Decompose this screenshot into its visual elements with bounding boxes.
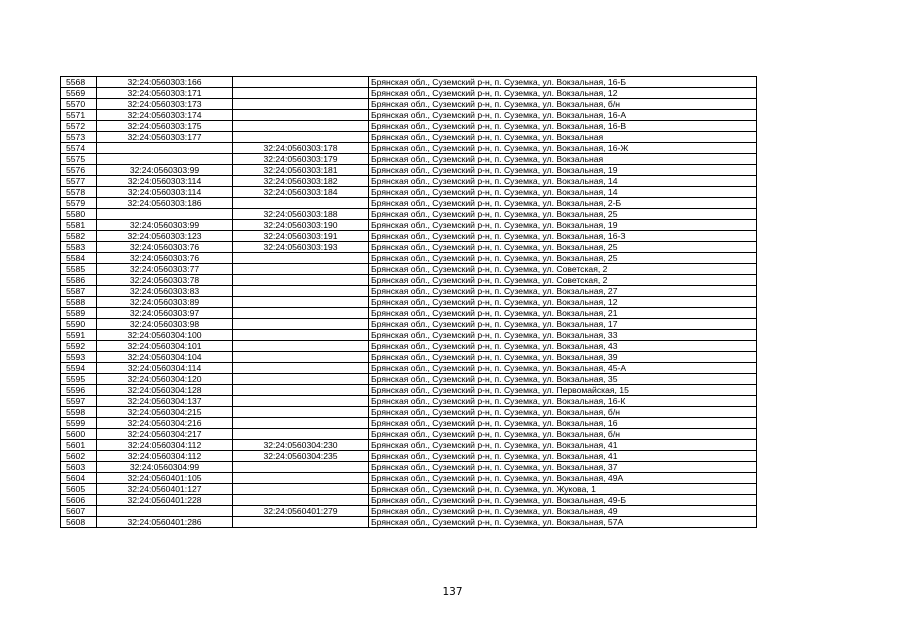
cadastral-number-cell: 32:24:0560303:173	[97, 99, 233, 110]
address-cell: Брянская обл., Суземский р-н, п. Суземка, ул. Вокзальная, 49А	[369, 473, 757, 484]
table-row	[61, 495, 757, 506]
cadastral-number-alt-cell	[233, 121, 369, 132]
cadastral-number-cell: 32:24:0560304:128	[97, 385, 233, 396]
row-number-cell: 5580	[61, 209, 97, 220]
cadastral-number-alt-cell	[233, 319, 369, 330]
cadastral-number-alt-cell	[233, 462, 369, 473]
address-cell: Брянская обл., Суземский р-н, п. Суземка, ул. Вокзальная, 27	[369, 286, 757, 297]
cadastral-number-alt-cell	[233, 286, 369, 297]
row-number-cell: 5568	[61, 77, 97, 88]
table-row	[61, 407, 757, 418]
address-cell: Брянская обл., Суземский р-н, п. Суземка, ул. Вокзальная, 17	[369, 319, 757, 330]
cadastral-number-cell: 32:24:0560304:99	[97, 462, 233, 473]
table-row	[61, 253, 757, 264]
table-row	[61, 99, 757, 110]
cadastral-number-alt-cell	[233, 308, 369, 319]
cadastral-number-cell	[97, 143, 233, 154]
cadastral-number-alt-cell	[233, 99, 369, 110]
cadastral-number-cell: 32:24:0560303:171	[97, 88, 233, 99]
row-number-cell: 5581	[61, 220, 97, 231]
table-row	[61, 385, 757, 396]
table-row	[61, 374, 757, 385]
address-cell: Брянская обл., Суземский р-н, п. Суземка, ул. Вокзальная, 57А	[369, 517, 757, 528]
row-number-cell: 5601	[61, 440, 97, 451]
cadastral-number-cell: 32:24:0560304:101	[97, 341, 233, 352]
table-row	[61, 286, 757, 297]
table-row	[61, 198, 757, 209]
table-row	[61, 264, 757, 275]
cadastral-number-alt-cell	[233, 253, 369, 264]
cadastral-number-cell: 32:24:0560304:104	[97, 352, 233, 363]
cadastral-number-alt-cell: 32:24:0560303:179	[233, 154, 369, 165]
address-cell: Брянская обл., Суземский р-н, п. Суземка, ул. Вокзальная, 16-В	[369, 121, 757, 132]
row-number-cell: 5603	[61, 462, 97, 473]
cadastral-number-alt-cell: 32:24:0560303:178	[233, 143, 369, 154]
cadastral-number-cell: 32:24:0560304:217	[97, 429, 233, 440]
registry-table	[60, 76, 757, 528]
address-cell: Брянская обл., Суземский р-н, п. Суземка, ул. Жукова, 1	[369, 484, 757, 495]
table-row	[61, 121, 757, 132]
cadastral-number-cell: 32:24:0560303:76	[97, 253, 233, 264]
cadastral-number-cell: 32:24:0560303:166	[97, 77, 233, 88]
cadastral-number-alt-cell: 32:24:0560304:235	[233, 451, 369, 462]
cadastral-number-cell: 32:24:0560401:286	[97, 517, 233, 528]
row-number-cell: 5577	[61, 176, 97, 187]
page-number: 137	[442, 586, 463, 598]
cadastral-number-cell	[97, 209, 233, 220]
cadastral-number-alt-cell	[233, 374, 369, 385]
address-cell: Брянская обл., Суземский р-н, п. Суземка, ул. Вокзальная, б/н	[369, 99, 757, 110]
address-cell: Брянская обл., Суземский р-н, п. Суземка, ул. Вокзальная, 33	[369, 330, 757, 341]
row-number-cell: 5579	[61, 198, 97, 209]
address-cell: Брянская обл., Суземский р-н, п. Суземка, ул. Вокзальная, 14	[369, 187, 757, 198]
row-number-cell: 5598	[61, 407, 97, 418]
cadastral-number-alt-cell: 32:24:0560303:184	[233, 187, 369, 198]
cadastral-number-alt-cell	[233, 517, 369, 528]
cadastral-number-alt-cell	[233, 132, 369, 143]
cadastral-number-cell: 32:24:0560304:215	[97, 407, 233, 418]
cadastral-number-alt-cell	[233, 385, 369, 396]
table-row	[61, 187, 757, 198]
table-row	[61, 308, 757, 319]
cadastral-number-alt-cell: 32:24:0560303:188	[233, 209, 369, 220]
row-number-cell: 5589	[61, 308, 97, 319]
cadastral-number-alt-cell	[233, 407, 369, 418]
cadastral-number-cell: 32:24:0560303:78	[97, 275, 233, 286]
cadastral-number-alt-cell	[233, 341, 369, 352]
cadastral-number-cell: 32:24:0560303:114	[97, 187, 233, 198]
table-row	[61, 275, 757, 286]
row-number-cell: 5575	[61, 154, 97, 165]
address-cell: Брянская обл., Суземский р-н, п. Суземка, ул. Вокзальная, 12	[369, 88, 757, 99]
table-row	[61, 220, 757, 231]
cadastral-number-cell: 32:24:0560401:228	[97, 495, 233, 506]
cadastral-number-cell: 32:24:0560304:120	[97, 374, 233, 385]
row-number-cell: 5570	[61, 99, 97, 110]
table-row	[61, 88, 757, 99]
address-cell: Брянская обл., Суземский р-н, п. Суземка, ул. Вокзальная, 49-Б	[369, 495, 757, 506]
address-cell: Брянская обл., Суземский р-н, п. Суземка, ул. Вокзальная, 25	[369, 209, 757, 220]
row-number-cell: 5571	[61, 110, 97, 121]
table-row	[61, 209, 757, 220]
address-cell: Брянская обл., Суземский р-н, п. Суземка, ул. Вокзальная, 21	[369, 308, 757, 319]
table-row	[61, 341, 757, 352]
address-cell: Брянская обл., Суземский р-н, п. Суземка, ул. Вокзальная, 16-З	[369, 231, 757, 242]
cadastral-number-alt-cell	[233, 77, 369, 88]
cadastral-number-alt-cell	[233, 330, 369, 341]
address-cell: Брянская обл., Суземский р-н, п. Суземка, ул. Вокзальная, 41	[369, 440, 757, 451]
cadastral-number-alt-cell	[233, 198, 369, 209]
cadastral-number-alt-cell	[233, 396, 369, 407]
cadastral-number-cell: 32:24:0560303:97	[97, 308, 233, 319]
address-cell: Брянская обл., Суземский р-н, п. Суземка, ул. Вокзальная, 16-Б	[369, 77, 757, 88]
table-row	[61, 440, 757, 451]
address-cell: Брянская обл., Суземский р-н, п. Суземка, ул. Вокзальная, 49	[369, 506, 757, 517]
cadastral-number-alt-cell	[233, 473, 369, 484]
cadastral-number-cell: 32:24:0560303:83	[97, 286, 233, 297]
table-row	[61, 176, 757, 187]
row-number-cell: 5604	[61, 473, 97, 484]
cadastral-number-cell: 32:24:0560304:216	[97, 418, 233, 429]
row-number-cell: 5582	[61, 231, 97, 242]
address-cell: Брянская обл., Суземский р-н, п. Суземка, ул. Первомайская, 15	[369, 385, 757, 396]
cadastral-number-cell: 32:24:0560303:89	[97, 297, 233, 308]
row-number-cell: 5588	[61, 297, 97, 308]
cadastral-number-alt-cell	[233, 297, 369, 308]
address-cell: Брянская обл., Суземский р-н, п. Суземка, ул. Вокзальная, 16-А	[369, 110, 757, 121]
registry-table-body	[61, 77, 757, 528]
row-number-cell: 5578	[61, 187, 97, 198]
table-row	[61, 429, 757, 440]
table-row	[61, 132, 757, 143]
table-row	[61, 330, 757, 341]
address-cell: Брянская обл., Суземский р-н, п. Суземка, ул. Вокзальная, 25	[369, 253, 757, 264]
address-cell: Брянская обл., Суземский р-н, п. Суземка, ул. Вокзальная, 39	[369, 352, 757, 363]
address-cell: Брянская обл., Суземский р-н, п. Суземка, ул. Вокзальная, 16-К	[369, 396, 757, 407]
cadastral-number-cell: 32:24:0560304:112	[97, 451, 233, 462]
cadastral-number-alt-cell	[233, 418, 369, 429]
row-number-cell: 5590	[61, 319, 97, 330]
table-row	[61, 165, 757, 176]
address-cell: Брянская обл., Суземский р-н, п. Суземка, ул. Вокзальная, 35	[369, 374, 757, 385]
cadastral-number-cell: 32:24:0560304:100	[97, 330, 233, 341]
row-number-cell: 5574	[61, 143, 97, 154]
row-number-cell: 5607	[61, 506, 97, 517]
address-cell: Брянская обл., Суземский р-н, п. Суземка, ул. Вокзальная, 16	[369, 418, 757, 429]
row-number-cell: 5597	[61, 396, 97, 407]
cadastral-number-cell: 32:24:0560303:186	[97, 198, 233, 209]
row-number-cell: 5592	[61, 341, 97, 352]
cadastral-number-cell: 32:24:0560304:114	[97, 363, 233, 374]
row-number-cell: 5585	[61, 264, 97, 275]
address-cell: Брянская обл., Суземский р-н, п. Суземка, ул. Вокзальная, 43	[369, 341, 757, 352]
cadastral-number-cell	[97, 506, 233, 517]
cadastral-number-cell: 32:24:0560303:98	[97, 319, 233, 330]
cadastral-number-cell	[97, 154, 233, 165]
cadastral-number-alt-cell	[233, 495, 369, 506]
row-number-cell: 5595	[61, 374, 97, 385]
address-cell: Брянская обл., Суземский р-н, п. Суземка, ул. Советская, 2	[369, 275, 757, 286]
address-cell: Брянская обл., Суземский р-н, п. Суземка, ул. Советская, 2	[369, 264, 757, 275]
table-row	[61, 363, 757, 374]
table-row	[61, 451, 757, 462]
table-row	[61, 242, 757, 253]
cadastral-number-alt-cell: 32:24:0560401:279	[233, 506, 369, 517]
row-number-cell: 5596	[61, 385, 97, 396]
cadastral-number-alt-cell: 32:24:0560304:230	[233, 440, 369, 451]
row-number-cell: 5573	[61, 132, 97, 143]
cadastral-number-alt-cell	[233, 110, 369, 121]
cadastral-number-cell: 32:24:0560303:177	[97, 132, 233, 143]
cadastral-number-alt-cell	[233, 275, 369, 286]
address-cell: Брянская обл., Суземский р-н, п. Суземка, ул. Вокзальная, б/н	[369, 407, 757, 418]
row-number-cell: 5602	[61, 451, 97, 462]
table-row	[61, 473, 757, 484]
row-number-cell: 5572	[61, 121, 97, 132]
address-cell: Брянская обл., Суземский р-н, п. Суземка, ул. Вокзальная, 25	[369, 242, 757, 253]
row-number-cell: 5584	[61, 253, 97, 264]
cadastral-number-alt-cell: 32:24:0560303:191	[233, 231, 369, 242]
cadastral-number-alt-cell	[233, 363, 369, 374]
address-cell: Брянская обл., Суземский р-н, п. Суземка, ул. Вокзальная, 41	[369, 451, 757, 462]
address-cell: Брянская обл., Суземский р-н, п. Суземка, ул. Вокзальная, 19	[369, 165, 757, 176]
table-row	[61, 396, 757, 407]
row-number-cell: 5605	[61, 484, 97, 495]
row-number-cell: 5586	[61, 275, 97, 286]
table-row	[61, 110, 757, 121]
cadastral-number-cell: 32:24:0560303:99	[97, 165, 233, 176]
address-cell: Брянская обл., Суземский р-н, п. Суземка, ул. Вокзальная, 45-А	[369, 363, 757, 374]
row-number-cell: 5600	[61, 429, 97, 440]
table-row	[61, 517, 757, 528]
row-number-cell: 5587	[61, 286, 97, 297]
table-row	[61, 231, 757, 242]
table-row	[61, 418, 757, 429]
row-number-cell: 5576	[61, 165, 97, 176]
row-number-cell: 5606	[61, 495, 97, 506]
cadastral-number-cell: 32:24:0560303:114	[97, 176, 233, 187]
cadastral-number-alt-cell	[233, 264, 369, 275]
address-cell: Брянская обл., Суземский р-н, п. Суземка, ул. Вокзальная, 12	[369, 297, 757, 308]
cadastral-number-alt-cell: 32:24:0560303:182	[233, 176, 369, 187]
cadastral-number-alt-cell: 32:24:0560303:181	[233, 165, 369, 176]
cadastral-number-cell: 32:24:0560303:76	[97, 242, 233, 253]
address-cell: Брянская обл., Суземский р-н, п. Суземка, ул. Вокзальная, 14	[369, 176, 757, 187]
table-row	[61, 352, 757, 363]
address-cell: Брянская обл., Суземский р-н, п. Суземка, ул. Вокзальная, б/н	[369, 429, 757, 440]
address-cell: Брянская обл., Суземский р-н, п. Суземка, ул. Вокзальная, 2-Б	[369, 198, 757, 209]
cadastral-number-cell: 32:24:0560303:123	[97, 231, 233, 242]
cadastral-number-cell: 32:24:0560401:105	[97, 473, 233, 484]
cadastral-number-cell: 32:24:0560303:77	[97, 264, 233, 275]
cadastral-number-alt-cell	[233, 88, 369, 99]
table-row	[61, 462, 757, 473]
cadastral-number-cell: 32:24:0560303:174	[97, 110, 233, 121]
address-cell: Брянская обл., Суземский р-н, п. Суземка, ул. Вокзальная, 16-Ж	[369, 143, 757, 154]
row-number-cell: 5583	[61, 242, 97, 253]
address-cell: Брянская обл., Суземский р-н, п. Суземка, ул. Вокзальная, 19	[369, 220, 757, 231]
cadastral-number-cell: 32:24:0560401:127	[97, 484, 233, 495]
cadastral-number-cell: 32:24:0560303:99	[97, 220, 233, 231]
table-row	[61, 319, 757, 330]
address-cell: Брянская обл., Суземский р-н, п. Суземка, ул. Вокзальная, 37	[369, 462, 757, 473]
row-number-cell: 5594	[61, 363, 97, 374]
cadastral-number-alt-cell	[233, 429, 369, 440]
cadastral-number-cell: 32:24:0560304:112	[97, 440, 233, 451]
address-cell: Брянская обл., Суземский р-н, п. Суземка, ул. Вокзальная	[369, 132, 757, 143]
table-row	[61, 506, 757, 517]
table-row	[61, 297, 757, 308]
cadastral-number-cell: 32:24:0560304:137	[97, 396, 233, 407]
cadastral-number-alt-cell: 32:24:0560303:190	[233, 220, 369, 231]
row-number-cell: 5591	[61, 330, 97, 341]
table-row	[61, 154, 757, 165]
row-number-cell: 5593	[61, 352, 97, 363]
table-row	[61, 77, 757, 88]
row-number-cell: 5608	[61, 517, 97, 528]
address-cell: Брянская обл., Суземский р-н, п. Суземка, ул. Вокзальная	[369, 154, 757, 165]
cadastral-number-cell: 32:24:0560303:175	[97, 121, 233, 132]
table-row	[61, 143, 757, 154]
cadastral-number-alt-cell	[233, 484, 369, 495]
row-number-cell: 5599	[61, 418, 97, 429]
cadastral-number-alt-cell: 32:24:0560303:193	[233, 242, 369, 253]
cadastral-number-alt-cell	[233, 352, 369, 363]
row-number-cell: 5569	[61, 88, 97, 99]
table-row	[61, 484, 757, 495]
